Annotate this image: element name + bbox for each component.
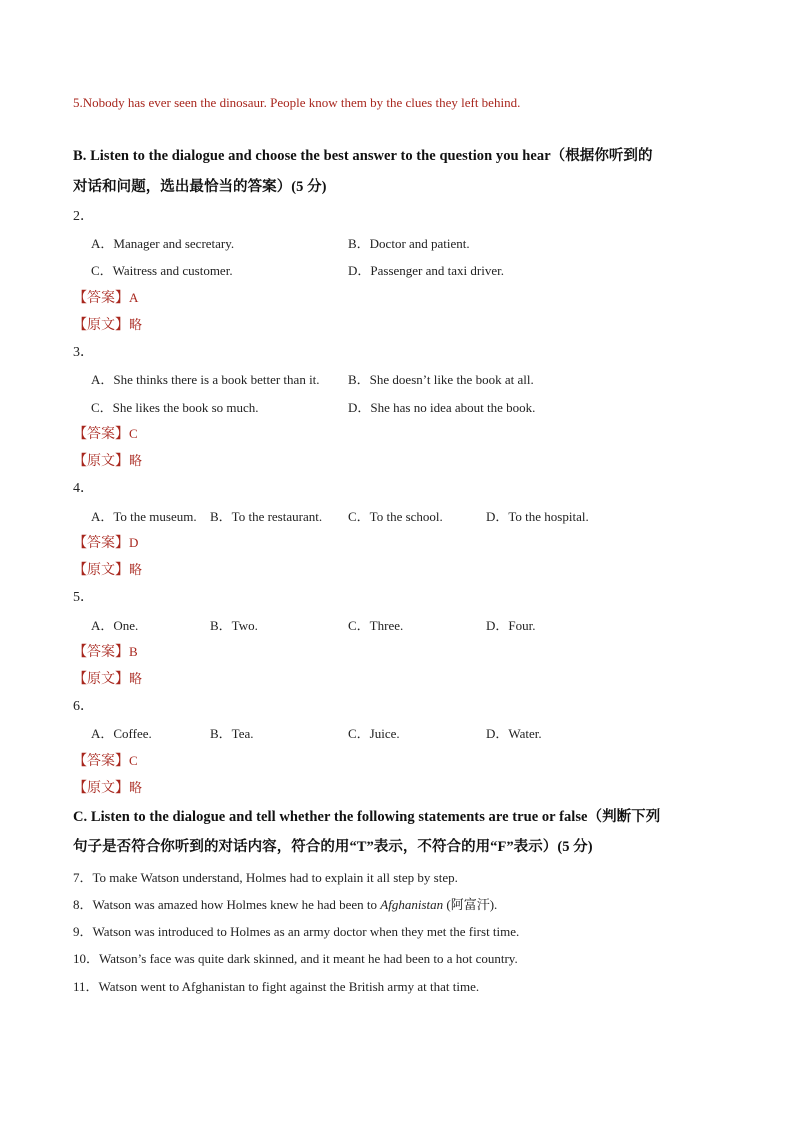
source-label: 【原文】 (73, 318, 129, 333)
statement-number: 7． (73, 870, 93, 885)
option-b: B．Two. (210, 618, 258, 633)
source-line (73, 559, 142, 579)
statement-text: Watson was introduced to Holmes as an army doctor when they met the first time. (92, 924, 520, 939)
option-a: A．To the museum. (91, 509, 197, 524)
answer-line (73, 287, 138, 307)
option-c: C．She likes the book so much. (91, 400, 259, 415)
option-a: A．Manager and secretary. (91, 236, 235, 251)
source-line (73, 314, 142, 334)
option-c: C．Three. (348, 618, 404, 633)
option-a: A．One. (91, 618, 139, 633)
answer-value: C (129, 426, 138, 441)
source-line (73, 668, 142, 688)
option-d: D．She has no idea about the book. (348, 400, 536, 415)
option-d: D．Four. (486, 618, 536, 633)
answer-label: 【答案】 (73, 645, 129, 660)
statement-item (73, 921, 519, 940)
statement-number: 8． (73, 897, 93, 912)
answer-label: 【答案】 (73, 427, 129, 442)
option-d: D．Water. (486, 726, 542, 741)
source-line (73, 450, 142, 470)
statement-text: Watson’s face was quite dark skinned, and it meant he had been to a hot country. (99, 951, 518, 966)
section-b-heading-line1: B. Listen to the dialogue and choose the best answer to the question you hear（根据你听到的 (73, 148, 653, 164)
question-number: 2． (73, 209, 94, 224)
statement-number: 10． (73, 951, 100, 966)
option-a: A．Coffee. (91, 726, 152, 741)
source-value: 略 (129, 671, 143, 686)
statement-text: Watson was amazed how Holmes knew he had been to (92, 897, 381, 912)
option-c: C．To the school. (348, 509, 443, 524)
statement-number: 11． (73, 979, 99, 994)
answer-line (73, 423, 138, 443)
section-c-heading-line1: C. Listen to the dialogue and tell whether the following statements are true or false（判断下列 (73, 809, 661, 825)
answer-line (73, 750, 138, 770)
statement-item (73, 867, 458, 886)
answer-value: A (129, 290, 139, 305)
answer-label: 【答案】 (73, 754, 129, 769)
statement-item (73, 976, 479, 995)
source-label: 【原文】 (73, 781, 129, 796)
statement-text-end: (阿富汗). (443, 897, 498, 912)
source-label: 【原文】 (73, 672, 129, 687)
source-line (73, 777, 142, 797)
question-number: 4． (73, 481, 94, 496)
option-a: A．She thinks there is a book better than it. (91, 372, 320, 387)
answer-value: B (129, 644, 138, 659)
answer-label: 【答案】 (73, 291, 129, 306)
intro-note: 5.Nobody has ever seen the dinosaur. People know them by the clues they left behind. (73, 95, 521, 110)
option-d: D．To the hospital. (486, 509, 589, 524)
option-d: D．Passenger and taxi driver. (348, 263, 504, 278)
statement-text: To make Watson understand, Holmes had to explain it all step by step. (92, 870, 458, 885)
option-b: B．To the restaurant. (210, 509, 323, 524)
section-c-heading-line2: 句子是否符合你听到的对话内容，符合的用“T”表示，不符合的用“F”表示）(5 分) (73, 839, 593, 855)
question-number: 6． (73, 699, 94, 714)
option-b: B．Doctor and patient. (348, 236, 470, 251)
statement-text: Watson went to Afghanistan to fight against the British army at that time. (98, 979, 480, 994)
statement-item (73, 948, 518, 967)
source-label: 【原文】 (73, 454, 129, 469)
answer-line (73, 641, 138, 661)
source-value: 略 (129, 453, 143, 468)
option-c: C．Juice. (348, 726, 400, 741)
answer-label: 【答案】 (73, 536, 129, 551)
source-value: 略 (129, 317, 143, 332)
section-b-heading-line2: 对话和问题，选出最恰当的答案）(5 分) (73, 179, 327, 195)
option-c: C．Waitress and customer. (91, 263, 233, 278)
source-value: 略 (129, 780, 143, 795)
source-label: 【原文】 (73, 563, 129, 578)
question-number: 3． (73, 345, 94, 360)
answer-value: D (129, 535, 139, 550)
source-value: 略 (129, 562, 143, 577)
answer-line (73, 532, 138, 552)
option-b: B．Tea. (210, 726, 254, 741)
statement-italic-word: Afghanistan (380, 897, 444, 912)
statement-number: 9． (73, 924, 93, 939)
question-number: 5． (73, 590, 94, 605)
option-b: B．She doesn’t like the book at all. (348, 372, 534, 387)
answer-value: C (129, 753, 138, 768)
statement-item (73, 894, 497, 913)
